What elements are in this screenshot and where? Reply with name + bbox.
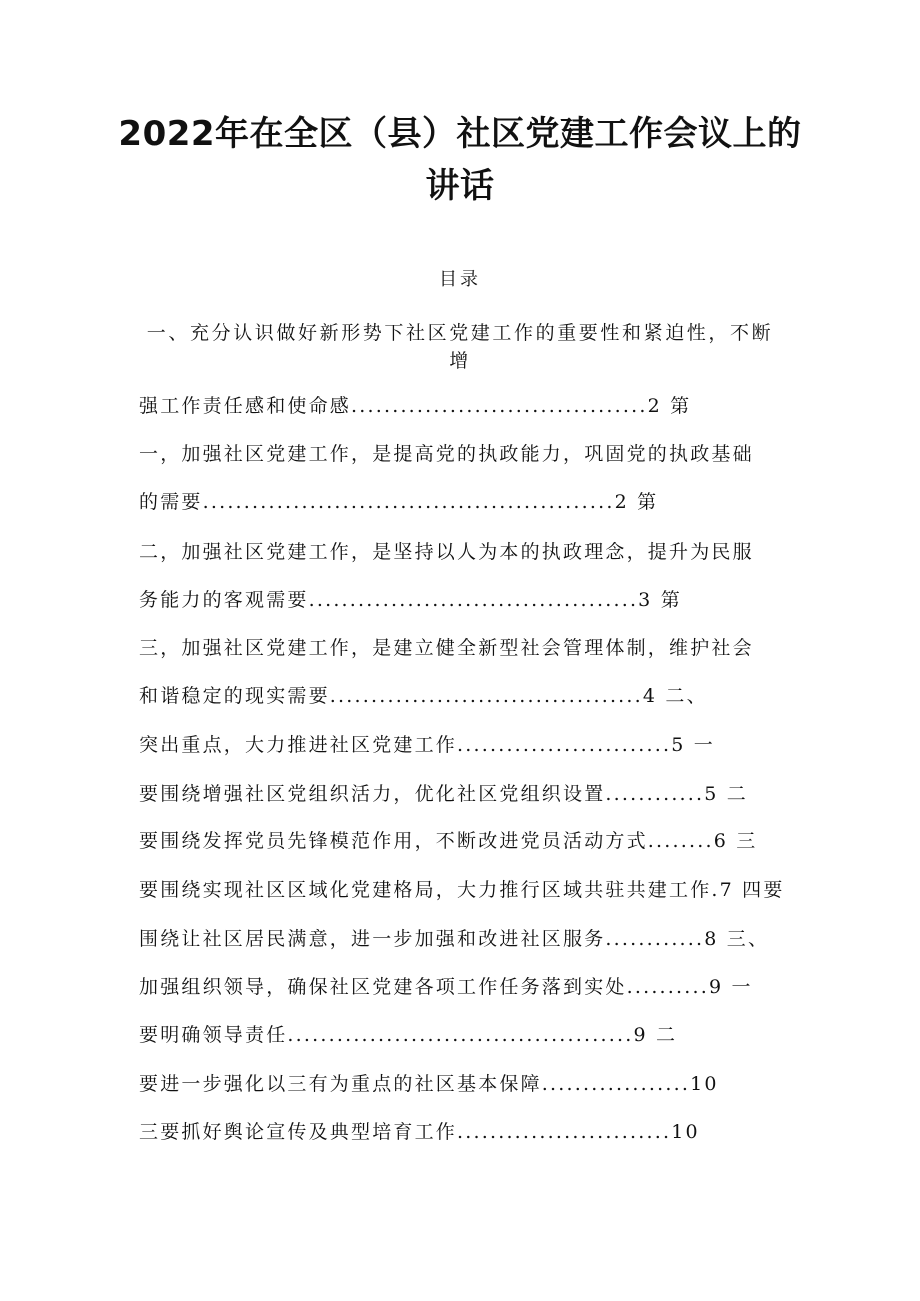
toc-line: 的需要..................................................2 第 [139, 491, 659, 513]
toc-line: 三要抓好舆论宣传及典型培育工作..........................10 [139, 1121, 700, 1143]
toc-line: 和谐稳定的现实需要......................................4 二、 [139, 685, 708, 707]
toc-line: 一、充分认识做好新形势下社区党建工作的重要性和紧迫性，不断 [146, 322, 774, 344]
toc-line: 要围绕实现社区区域化党建格局，大力推行区域共驻共建工作.7 四要 [139, 879, 785, 901]
toc-line: 要围绕增强社区党组织活力，优化社区党组织设置............5 二 [139, 783, 749, 805]
toc-line: 三，加强社区党建工作，是建立健全新型社会管理体制，维护社会 [139, 637, 754, 659]
toc-line: 要围绕发挥党员先锋模范作用，不断改进党员活动方式........6 三 [139, 830, 758, 852]
document-title-line-2: 讲话 [425, 166, 495, 206]
toc-line: 一，加强社区党建工作，是提高党的执政能力，巩固党的执政基础 [139, 443, 754, 465]
toc-line: 强工作责任感和使命感....................................2 第 [139, 395, 692, 417]
toc-line: 突出重点，大力推进社区党建工作..........................5 一 [139, 734, 715, 756]
toc-line: 二，加强社区党建工作，是坚持以人为本的执政理念，提升为民服 [139, 541, 754, 563]
toc-line: 要进一步强化以三有为重点的社区基本保障..................10 [139, 1073, 719, 1095]
toc-line: 务能力的客观需要........................................3 第 [139, 589, 682, 611]
toc-line: 围绕让社区居民满意，进一步加强和改进社区服务............8 三、 [139, 928, 770, 950]
toc-heading: 目录 [439, 269, 481, 290]
toc-line: 加强组织领导，确保社区党建各项工作任务落到实处..........9 一 [139, 976, 753, 998]
document-title-line-1: 2022年在全区（县）社区党建工作会议上的 [118, 114, 802, 154]
toc-line: 增 [449, 350, 471, 372]
toc-line: 要明确领导责任..........................................9 二 [139, 1024, 678, 1046]
